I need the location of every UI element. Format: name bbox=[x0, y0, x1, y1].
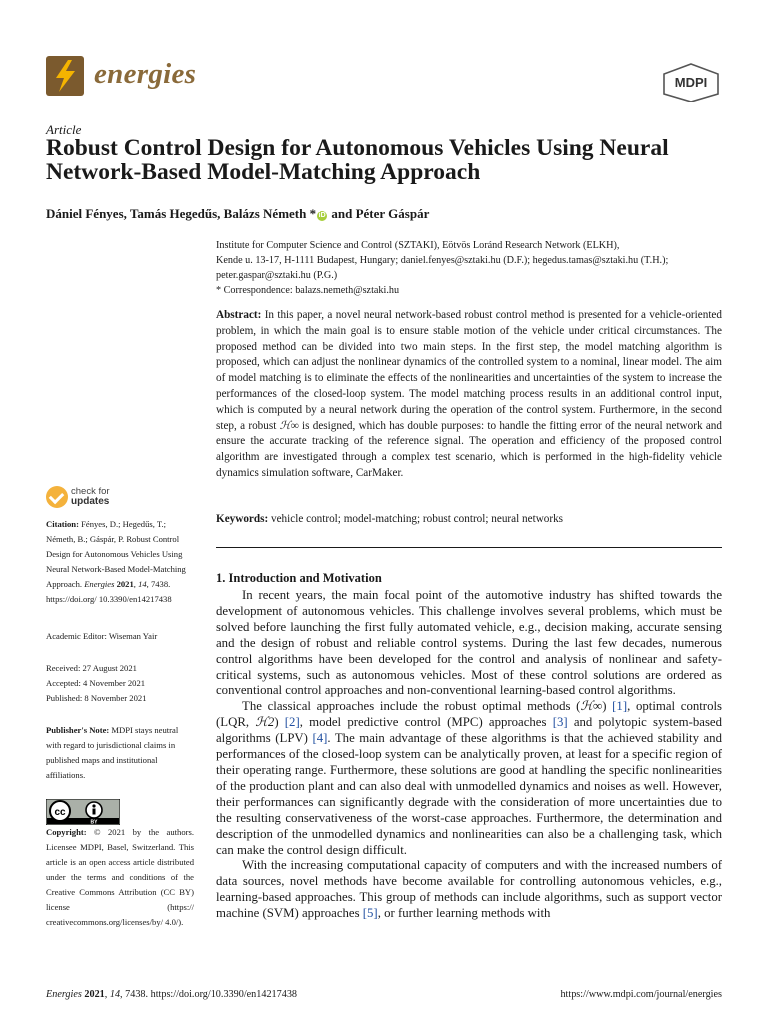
copyright-block bbox=[46, 825, 194, 930]
abstract-label: Abstract: bbox=[216, 309, 262, 321]
footer-doi[interactable]: , 7438. https://doi.org/10.3390/en14217438 bbox=[120, 989, 298, 1000]
citation-volume: 14 bbox=[138, 579, 147, 589]
published-date: Published: 8 November 2021 bbox=[46, 693, 147, 703]
note-text: MDPI stays neutral with regard to jurisdictional claims in published maps and institutional affiliations. bbox=[46, 725, 179, 780]
citation-block: Citation: Fényes, D.; Hegedűs, T.; Németh, B.; Gáspár, P. Robust Control Design for Autonomous Vehicles Using Neural Network-Based Model-Matching Approach. Energies 2021, 14, 7438. https://doi.org/ 10.3390/en14217438 bbox=[46, 519, 186, 604]
article-type: Article bbox=[46, 122, 82, 137]
affiliation-line: Kende u. 13-17, H-1111 Budapest, Hungary; daniel.fenyes@sztaki.hu (D.F.); hegedus.tamas@sztaki.hu (T.H.); bbox=[216, 255, 669, 266]
affiliation-line: Institute for Computer Science and Control (SZTAKI), Eötvös Loránd Research Network (ELKH), bbox=[216, 240, 620, 251]
journal-name[interactable]: energies bbox=[94, 58, 197, 90]
affiliation-line: peter.gaspar@sztaki.hu (P.G.) bbox=[216, 270, 338, 281]
journal-logo-icon bbox=[46, 56, 84, 96]
citation-link[interactable]: [1] bbox=[612, 699, 628, 714]
citation-label: Citation: bbox=[46, 519, 79, 529]
citation-link[interactable]: [3] bbox=[552, 715, 568, 730]
footer-volume: 14 bbox=[109, 989, 121, 1000]
check-updates-label bbox=[71, 487, 110, 507]
keywords bbox=[216, 513, 722, 525]
publisher-name: MDPI bbox=[674, 75, 708, 90]
copyright-text: © 2021 by the authors. Licensee MDPI, Basel, Switzerland. This article is an open access article distributed under the terms and conditions of the Creative Commons Attribution (CC BY) license (https:// creativecommons.org/licenses/by/ 4.0/). bbox=[46, 827, 194, 927]
checkmark-icon bbox=[46, 486, 68, 508]
authors-main: Dániel Fényes, Tamás Hegedűs, Balázs Németh * bbox=[46, 206, 317, 221]
author-list bbox=[46, 206, 429, 222]
body-text bbox=[216, 588, 722, 922]
paragraph: The classical approaches include the robust optimal methods (ℋ∞) [1], optimal controls (LQR, ℋ2) [2], model predictive control (MPC) approaches [3] and polytopic system-based algorithms (LPV) [4]. The main advantage of these algorithms is that the achieved stability and performances of the closed-loop system can be analytically proven, at least for a specific region of their operating range. Furthermore, these solutions are good at handling the specific nonlinearities of the production plant and can also deal with unmodelled dynamics and noises as well. However, their performances can significantly degrade with the consideration of more uncertainties due to the resulting conservativeness of the worst-case approaches. Furthermore, the determination and description of the unmodelled dynamics and nonlinearities can also be a challenging task, which can make the control design difficult. bbox=[216, 699, 722, 857]
h-infinity-symbol: ℋ∞ bbox=[279, 419, 299, 432]
svg-text:cc: cc bbox=[54, 807, 66, 818]
accepted-date: Accepted: 4 November 2021 bbox=[46, 678, 146, 688]
citation-doi[interactable]: , 7438. https://doi.org/ 10.3390/en14217438 bbox=[46, 579, 172, 604]
publisher-note bbox=[46, 723, 194, 783]
copyright-label: Copyright: bbox=[46, 827, 87, 837]
abstract bbox=[216, 308, 722, 482]
academic-editor bbox=[46, 629, 194, 644]
dates-block bbox=[46, 661, 194, 706]
note-label: Publisher's Note: bbox=[46, 725, 110, 735]
footer-year: 2021 bbox=[84, 989, 105, 1000]
footer-journal: Energies bbox=[46, 989, 82, 1000]
h-infinity-symbol: ℋ∞ bbox=[580, 699, 603, 714]
footer-citation: Energies 2021, 14, 7438. https://doi.org/10.3390/en14217438 bbox=[46, 989, 298, 1000]
citation-link[interactable]: [5] bbox=[362, 906, 378, 921]
citation-text: Fényes, D.; Hegedűs, T.; Németh, B.; Gáspár, P. Robust Control Design for Autonomous Vehicles Using Neural Network-Based Model-Matching Approach. bbox=[46, 519, 186, 589]
abstract-text: In this paper, a novel neural network-based robust control method is presented for a vehicle-oriented problem, in which the main goal is to ensure stable motion of the vehicle under critical circumstances. The proposed method can be divided into two main steps. In the first step, the model matching algorithm is proposed, which can adjust the nonlinear dynamics of the controlled system to a nominal, linear model. The aim of model matching is to eliminate the effects of the nonlinearities and uncertainties of the system to increase the performances of the closed-loop system. The model matching process results in an additional control input, which is computed by a neural network during the operation of the control system. Furthermore, in the second step, a robust bbox=[216, 309, 722, 432]
cc-by-license-icon[interactable] bbox=[46, 799, 120, 825]
h2-symbol: ℋ2 bbox=[255, 715, 275, 730]
paragraph: With the increasing computational capacity of computers and with the increased numbers of data sources, novel methods have become available for controlling autonomous vehicles, e.g., learning-based approaches. This group of methods can include algorithms, such as support vector machine (SVM) approaches [5], or further learning methods with bbox=[216, 858, 722, 921]
received-date: Received: 27 August 2021 bbox=[46, 663, 137, 673]
citation-link[interactable]: [2] bbox=[284, 715, 300, 730]
abstract-text: is designed, which has double purposes: to handle the fitting error of the neural network and ensure the accurate tracking of the reference signal. The operation and efficiency of the proposed control algorithm are investigated through a complex test scenario, which is performed in the high-fidelity vehicle dynamics simulation software, CarMaker. bbox=[216, 419, 722, 479]
paragraph: In recent years, the main focal point of the automotive industry has shifted towards the development of autonomous vehicles. This challenge involves several problems, which must be solved before launching the first fully automated vehicle, e.g., decision making, accurate sensing and the design of robust and reliable control systems. During the last few decades, numerous control algorithms have been developed for the control and analysis of nonlinear and safety-critical systems, such as autonomous vehicles. Most of these control solutions are ordered as conventional control approaches and non-conventional learning-based control algorithms. bbox=[216, 588, 722, 698]
citation-link[interactable]: [4] bbox=[312, 731, 328, 746]
keywords-text: vehicle control; model-matching; robust control; neural networks bbox=[268, 513, 564, 525]
correspondence: * Correspondence: balazs.nemeth@sztaki.hu bbox=[216, 285, 400, 296]
cc-by-label: BY bbox=[90, 819, 98, 825]
section-heading: 1. Introduction and Motivation bbox=[216, 571, 382, 585]
affiliations bbox=[216, 238, 726, 298]
mdpi-logo-icon[interactable] bbox=[660, 62, 722, 102]
editor-text: Academic Editor: Wiseman Yair bbox=[46, 631, 158, 641]
check-for-updates-button[interactable] bbox=[46, 484, 166, 512]
authors-last: and Péter Gáspár bbox=[328, 206, 430, 221]
check-line-1: check for bbox=[71, 486, 110, 497]
orcid-icon[interactable]: iD bbox=[318, 212, 326, 219]
section-divider bbox=[216, 547, 722, 548]
citation-journal: Energies bbox=[84, 579, 115, 589]
keywords-label: Keywords: bbox=[216, 513, 269, 525]
citation-year: 2021 bbox=[116, 579, 134, 589]
check-line-2: updates bbox=[71, 496, 110, 507]
article-title: Robust Control Design for Autonomous Vehicles Using Neural Network-Based Model-Matching Approach bbox=[46, 135, 669, 185]
footer-journal-url[interactable]: https://www.mdpi.com/journal/energies bbox=[560, 989, 722, 1000]
